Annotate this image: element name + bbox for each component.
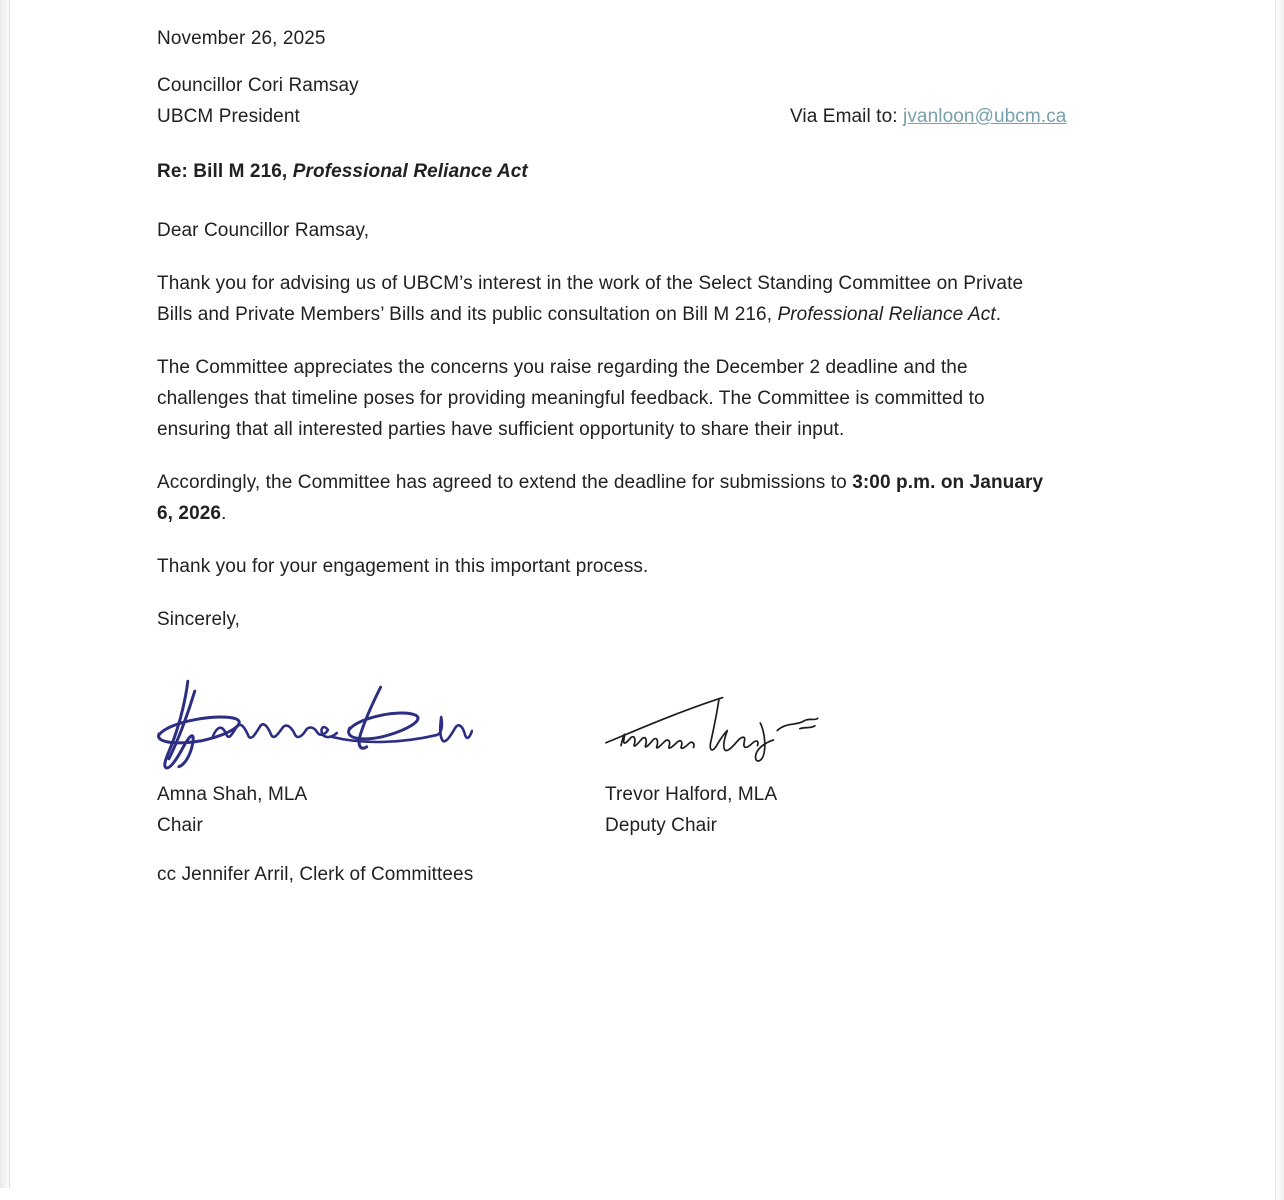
- recipient-name: Councillor Cori Ramsay: [157, 75, 359, 96]
- email-link[interactable]: jvanloon@ubcm.ca: [903, 106, 1067, 127]
- signer-amna-shah: [157, 779, 307, 841]
- paragraph-engagement: Thank you for your engagement in this important process.: [157, 556, 649, 577]
- subject-prefix: Re: Bill M 216,: [157, 161, 293, 182]
- paragraph-extension: Accordingly, the Committee has agreed to extend the deadline for submissions to 3:00 p.m. on January 6, 2026.: [157, 472, 1044, 524]
- signer-name: Trevor Halford, MLA: [605, 784, 778, 805]
- subject-line: [157, 156, 1137, 187]
- signer-title: Chair: [157, 815, 203, 836]
- signer-name: Amna Shah, MLA: [157, 784, 308, 805]
- page-left-edge-shadow: [0, 0, 10, 1188]
- signature-amna-shah: [155, 675, 473, 775]
- paragraph-deadline-concerns: The Committee appreciates the concerns you raise regarding the December 2 deadline and the challenges that timeline poses for providing meaningful feedback. The Committee is committed to ensuring that all interested parties have sufficient opportunity to share their input.: [157, 357, 985, 440]
- recipient-title: UBCM President: [157, 106, 300, 127]
- signer-title: Deputy Chair: [605, 815, 718, 836]
- letter-date: November 26, 2025: [157, 28, 326, 49]
- via-email: [790, 101, 1066, 132]
- cc-line: cc Jennifer Arril, Clerk of Committees: [157, 864, 474, 885]
- subject-act-title: Professional Reliance Act: [292, 161, 528, 182]
- signer-trevor-halford: [605, 779, 777, 841]
- paragraph-thanks: Thank you for advising us of UBCM’s interest in the work of the Select Standing Committee on Private Bills and Private Members’ Bills and its public consultation on Bill M 216, Professional Reliance Act.: [157, 273, 1024, 325]
- salutation: Dear Councillor Ramsay,: [157, 220, 370, 241]
- recipient-title-row: [157, 101, 1137, 132]
- signers-block: [157, 779, 1137, 841]
- recipient-block: [157, 70, 1137, 132]
- letter-content: [157, 23, 1137, 890]
- signatures-row: [157, 675, 1137, 775]
- signature-trevor-halford: [592, 691, 826, 771]
- closing: Sincerely,: [157, 609, 241, 630]
- page-right-edge-shadow: [1275, 0, 1284, 1200]
- via-email-label: Via Email to:: [790, 106, 903, 127]
